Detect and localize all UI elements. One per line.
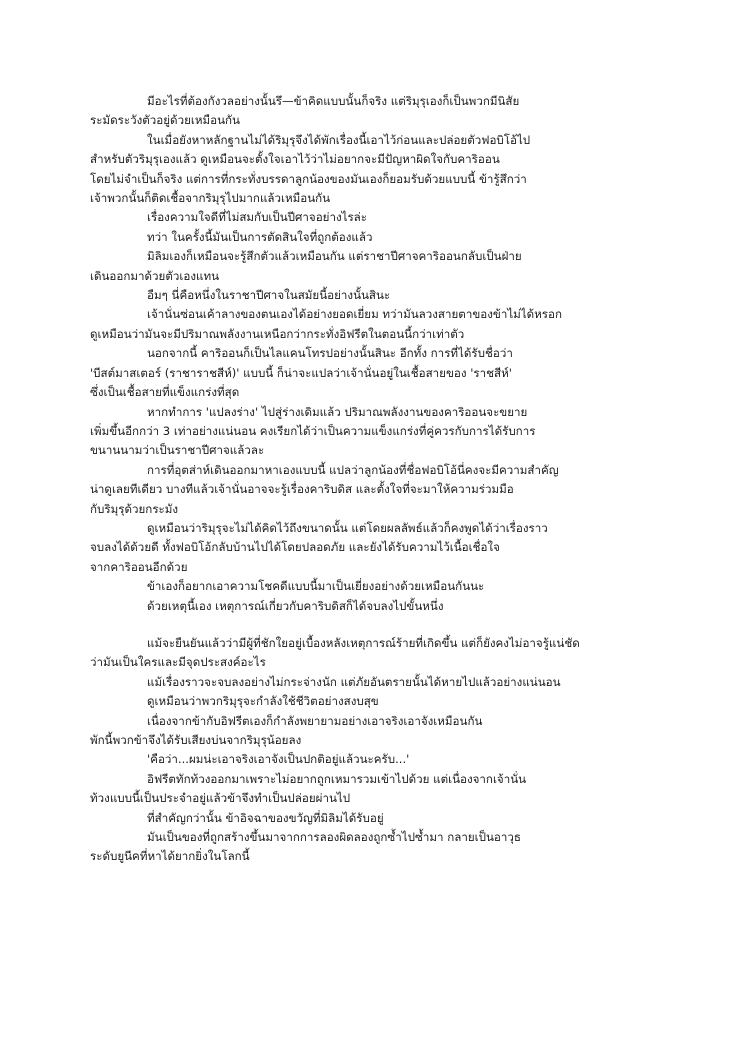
paragraph: ดูเหมือนว่าริมุรุจะไม่ได้คิดไว้ถึงขนาดนั้น แต่โดยผลลัพธ์แล้วก็คงพูดได้ว่าเรื่องราว จบลงได้ด้วยดี ทั้งฟอบิโอ้กลับบ้านไปได้โดยปลอดภัย และยังได้รับความไว้เนื้อเชื่อใจ จากคาริออนอีกด้วย (90, 520, 548, 574)
paragraph: ที่สำคัญกว่านั้น ข้าอิจฉาของขวัญที่มิลิมได้รับอยู่ (147, 810, 384, 825)
text-section-2 (90, 634, 656, 867)
text-section-1 (90, 92, 656, 616)
paragraph: ดูเหมือนว่าพวกริมุรุจะกำลังใช้ชีวิตอย่างสงบสุข (147, 694, 379, 709)
section-gap (90, 616, 656, 634)
paragraph: มิลิมเองก็เหมือนจะรู้สึกตัวแล้วเหมือนกัน แต่ราชาปีศาจคาริออนกลับเป็นฝ่าย เดินออกมาด้วยตัวเองแทน (90, 249, 522, 283)
paragraph: เรื่องความใจดีที่ไม่สมกับเป็นปีศาจอย่างไรล่ะ (147, 210, 368, 225)
paragraph: หากทำการ 'แปลงร่าง' ไปสู่ร่างเดิมแล้ว ปริมาณพลังงานของคาริออนจะขยาย เพิ่มขึ้นอีกกว่า 3 เท่าอย่างแน่นอน คงเรียกได้ว่าเป็นความแข็งแกร่งที่คู่ควรกับการได้รับการ ขนานนามว่าเป็นราชาปีศาจแล้วละ (90, 404, 536, 458)
paragraph: อืมๆ นี่คือหนึ่งในราชาปีศาจในสมัยนี้อย่างนั้นสินะ (147, 288, 391, 303)
paragraph: นอกจากนี้ คาริออนก็เป็นไลแคนโทรปอย่างนั้นสินะ อีกทั้ง การที่ได้รับชื่อว่า 'บีสต์มาสเตอร์ (ราชาราชสีห์)' แบบนี้ ก็น่าจะแปลว่าเจ้านั่นอยู่ในเชื้อสายของ 'ราชสีห์' ซึ่งเป็นเชื้อสายที่แข็งแกร่งที่สุด (90, 346, 513, 400)
paragraph: แม้จะยืนยันแล้วว่ามีผู้ที่ชักใยอยู่เบื้องหลังเหตุการณ์ร้ายที่เกิดขึ้น แต่ก็ยังคงไม่อาจรู้แน่ชัด ว่ามันเป็นใครและมีจุดประสงค์อะไร (90, 635, 580, 670)
paragraph: ด้วยเหตุนี้เอง เหตุการณ์เกี่ยวกับคาริบดิสก็ได้จบลงไปขั้นหนึ่ง (147, 598, 444, 613)
paragraph: เนื่องจากข้ากับอิฟรีตเองก็กำลังพยายามอย่างเอาจริงเอาจังเหมือนกัน พักนี้พวกข้าจึงได้รับเสียงบ่นจากริมุรุน้อยลง (90, 713, 483, 747)
paragraph: อิฟรีตทักท้วงออกมาเพราะไม่อยากถูกเหมารวมเข้าไปด้วย แต่เนื่องจากเจ้านั่น ท้วงแบบนี้เป็นประจำอยู่แล้วข้าจึงทำเป็นปล่อยผ่านไป (90, 771, 527, 806)
paragraph: มันเป็นของที่ถูกสร้างขึ้นมาจากการลองผิดลองถูกซ้ำไปซ้ำมา กลายเป็นอาวุธ ระดับยูนีคที่หาได้ยากยิ่งในโลกนี้ (90, 830, 521, 864)
paragraph: ข้าเองก็อยากเอาความโชคดีแบบนี้มาเป็นเยี่ยงอย่างด้วยเหมือนกันนะ (147, 579, 485, 594)
paragraph: เจ้านั่นซ่อนเค้าลางของตนเองได้อย่างยอดเยี่ยม ทว่ามันลวงสายตาของข้าไม่ได้หรอก ดูเหมือนว่ามันจะมีปริมาณพลังงานเหนือกว่ากระทั่งอิฟรีตในตอนนี้กว่าเท่าตัว (90, 307, 563, 341)
paragraph: ในเมื่อยังหาหลักฐานไม่ได้ริมุรุจึงได้พักเรื่องนี้เอาไว้ก่อนและปล่อยตัวฟอบิโอ้ไป สำหรับตัวริมุรุเองแล้ว ดูเหมือนจะตั้งใจเอาไว้ว่าไม่อยากจะมีปัญหาผิดใจกับคาริออน โดยไม่จำเป็นก็จริง แต่การที่กระทั่งบรรดาลูกน้องของมันเองก็ยอมรับด้วยแบบนี้ ข้ารู้สึกว่า เจ้าพวกนั้นก็ติดเชื้อจากริมุรุไปมากแล้วเหมือนกัน (90, 132, 531, 206)
paragraph: มีอะไรที่ต้องกังวลอย่างนั้นรึ—ข้าคิดแบบนั้นก็จริง แต่ริมุรุเองก็เป็นพวกมีนิสัย ระมัดระวังตัวอยู่ด้วยเหมือนกัน (90, 94, 520, 128)
paragraph: แม้เรื่องราวจะจบลงอย่างไม่กระจ่างนัก แต่ภัยอันตรายนั้นได้หายไปแล้วอย่างแน่นอน (147, 674, 561, 689)
paragraph: การที่อุตส่าห์เดินออกมาหาเองแบบนี้ แปลว่าลูกน้องที่ชื่อฟอบิโอ้นี่คงจะมีความสำคัญ น่าดูเลยทีเดียว บางทีแล้วเจ้านั่นอาจจะรู้เรื่องคาริบดิส และตั้งใจที่จะมาให้ความร่วมมือ กับริมุรุด้วยกระมัง (90, 462, 559, 516)
paragraph: 'คือว่า...ผมน่ะเอาจริงเอาจังเป็นปกติอยู่แล้วนะครับ...' (147, 752, 410, 767)
paragraph: ทว่า ในครั้งนี้มันเป็นการตัดสินใจที่ถูกต้องแล้ว (147, 229, 373, 244)
